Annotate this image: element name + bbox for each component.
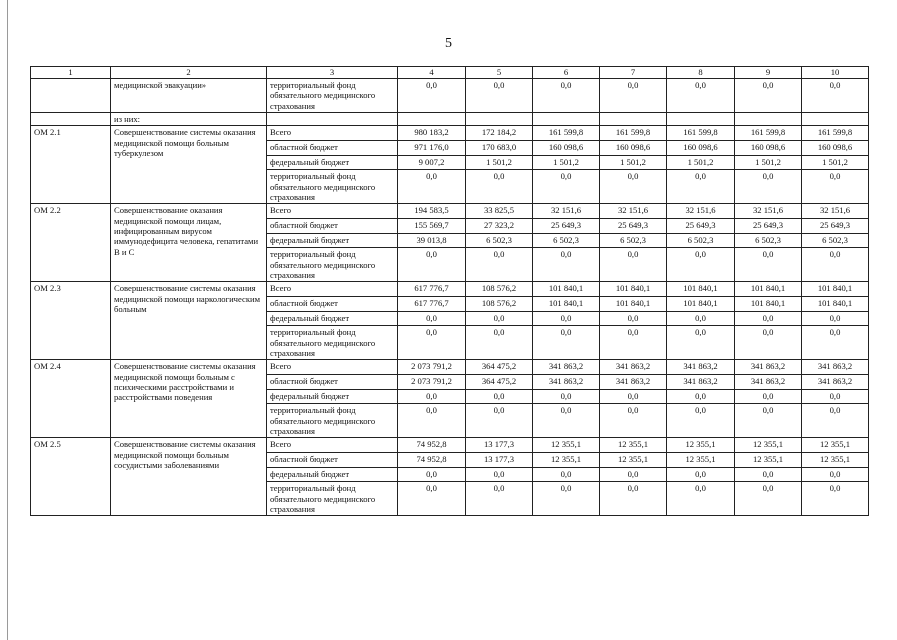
value-cell: 74 952,8	[398, 438, 466, 453]
activity-name-cell: Совершенствование оказания медицинской помощи лицам, инфицированным вирусом иммунодефицита человека, гепатитами В и С	[111, 204, 267, 282]
value-cell: 0,0	[600, 326, 667, 360]
funding-source-cell: федеральный бюджет	[267, 390, 398, 404]
value-cell: 101 840,1	[667, 282, 735, 297]
value-cell: 0,0	[398, 170, 466, 204]
value-cell: 0,0	[398, 404, 466, 438]
column-number: 3	[267, 67, 398, 79]
value-cell	[667, 112, 735, 125]
value-cell: 341 863,2	[533, 360, 600, 375]
value-cell: 101 840,1	[802, 297, 869, 312]
value-cell: 0,0	[533, 312, 600, 326]
value-cell: 194 583,5	[398, 204, 466, 219]
value-cell: 0,0	[533, 326, 600, 360]
value-cell: 0,0	[735, 312, 802, 326]
value-cell: 0,0	[667, 390, 735, 404]
value-cell: 161 599,8	[802, 126, 869, 141]
value-cell: 0,0	[667, 468, 735, 482]
value-cell: 170 683,0	[466, 141, 533, 156]
value-cell: 101 840,1	[533, 297, 600, 312]
value-cell: 161 599,8	[667, 126, 735, 141]
value-cell: 341 863,2	[735, 375, 802, 390]
activity-code-cell	[31, 112, 111, 125]
value-cell: 0,0	[600, 404, 667, 438]
table-row	[31, 112, 869, 125]
value-cell: 0,0	[802, 312, 869, 326]
value-cell: 0,0	[667, 248, 735, 282]
value-cell: 32 151,6	[600, 204, 667, 219]
value-cell: 0,0	[667, 170, 735, 204]
activity-code-cell: ОМ 2.2	[31, 204, 111, 282]
value-cell: 0,0	[533, 390, 600, 404]
value-cell: 364 475,2	[466, 360, 533, 375]
value-cell: 25 649,3	[802, 219, 869, 234]
value-cell: 0,0	[466, 326, 533, 360]
value-cell: 0,0	[398, 468, 466, 482]
table-row	[31, 360, 869, 375]
value-cell: 341 863,2	[667, 360, 735, 375]
value-cell: 39 013,8	[398, 234, 466, 248]
table-row	[31, 438, 869, 453]
activity-code-cell: ОМ 2.1	[31, 126, 111, 204]
value-cell: 172 184,2	[466, 126, 533, 141]
value-cell: 25 649,3	[735, 219, 802, 234]
value-cell: 0,0	[735, 468, 802, 482]
value-cell: 101 840,1	[667, 297, 735, 312]
value-cell: 161 599,8	[533, 126, 600, 141]
value-cell: 0,0	[533, 404, 600, 438]
value-cell: 6 502,3	[466, 234, 533, 248]
value-cell: 0,0	[735, 170, 802, 204]
value-cell: 0,0	[398, 79, 466, 113]
funding-source-cell: федеральный бюджет	[267, 234, 398, 248]
value-cell: 6 502,3	[600, 234, 667, 248]
value-cell: 0,0	[533, 79, 600, 113]
funding-source-cell: областной бюджет	[267, 219, 398, 234]
funding-source-cell: территориальный фонд обязательного медицинского страхования	[267, 326, 398, 360]
value-cell: 9 007,2	[398, 156, 466, 170]
funding-source-cell	[267, 112, 398, 125]
value-cell: 0,0	[533, 170, 600, 204]
value-cell: 0,0	[600, 482, 667, 516]
value-cell: 0,0	[398, 390, 466, 404]
value-cell: 12 355,1	[802, 453, 869, 468]
column-number: 10	[802, 67, 869, 79]
value-cell	[600, 112, 667, 125]
value-cell: 0,0	[466, 468, 533, 482]
funding-source-cell: Всего	[267, 126, 398, 141]
value-cell: 0,0	[735, 248, 802, 282]
value-cell: 6 502,3	[667, 234, 735, 248]
value-cell: 12 355,1	[735, 438, 802, 453]
value-cell: 0,0	[398, 482, 466, 516]
value-cell: 341 863,2	[600, 360, 667, 375]
value-cell: 0,0	[600, 170, 667, 204]
budget-table	[30, 66, 869, 516]
value-cell: 12 355,1	[600, 438, 667, 453]
value-cell: 2 073 791,2	[398, 360, 466, 375]
funding-source-cell: Всего	[267, 282, 398, 297]
value-cell: 341 863,2	[533, 375, 600, 390]
value-cell: 0,0	[533, 248, 600, 282]
activity-name-cell: медицинской эвакуации»	[111, 79, 267, 113]
value-cell: 12 355,1	[600, 453, 667, 468]
column-number: 8	[667, 67, 735, 79]
value-cell: 341 863,2	[802, 360, 869, 375]
value-cell: 0,0	[802, 79, 869, 113]
value-cell: 0,0	[802, 390, 869, 404]
value-cell: 160 098,6	[533, 141, 600, 156]
value-cell	[533, 112, 600, 125]
page-edge-rule	[7, 0, 8, 640]
value-cell	[398, 112, 466, 125]
value-cell: 0,0	[802, 482, 869, 516]
value-cell: 341 863,2	[735, 360, 802, 375]
activity-code-cell	[31, 79, 111, 113]
value-cell: 108 576,2	[466, 297, 533, 312]
activity-code-cell: ОМ 2.4	[31, 360, 111, 438]
value-cell: 1 501,2	[533, 156, 600, 170]
funding-source-cell: федеральный бюджет	[267, 468, 398, 482]
activity-code-cell: ОМ 2.3	[31, 282, 111, 360]
value-cell: 32 151,6	[802, 204, 869, 219]
page-number: 5	[445, 36, 452, 51]
funding-source-cell: Всего	[267, 360, 398, 375]
column-number: 9	[735, 67, 802, 79]
funding-source-cell: территориальный фонд обязательного медицинского страхования	[267, 404, 398, 438]
value-cell: 12 355,1	[533, 438, 600, 453]
value-cell: 1 501,2	[600, 156, 667, 170]
value-cell: 1 501,2	[802, 156, 869, 170]
column-number: 5	[466, 67, 533, 79]
value-cell: 0,0	[398, 326, 466, 360]
value-cell: 12 355,1	[667, 453, 735, 468]
value-cell: 101 840,1	[600, 282, 667, 297]
value-cell: 0,0	[600, 390, 667, 404]
value-cell: 0,0	[735, 482, 802, 516]
funding-source-cell: территориальный фонд обязательного медицинского страхования	[267, 79, 398, 113]
value-cell: 12 355,1	[735, 453, 802, 468]
value-cell: 101 840,1	[735, 282, 802, 297]
table-row	[31, 126, 869, 141]
activity-name-cell: Совершенствование системы оказания медицинской помощи наркологическим больным	[111, 282, 267, 360]
value-cell: 6 502,3	[802, 234, 869, 248]
value-cell: 0,0	[466, 404, 533, 438]
value-cell: 32 151,6	[735, 204, 802, 219]
value-cell: 0,0	[667, 79, 735, 113]
table-body	[31, 79, 869, 516]
activity-name-cell: Совершенствование системы оказания медицинской помощи больным с психическими расстройствами и расстройствами поведения	[111, 360, 267, 438]
value-cell: 25 649,3	[667, 219, 735, 234]
value-cell: 160 098,6	[735, 141, 802, 156]
table-header	[31, 67, 869, 79]
value-cell: 74 952,8	[398, 453, 466, 468]
value-cell: 0,0	[667, 404, 735, 438]
value-cell	[802, 112, 869, 125]
value-cell: 617 776,7	[398, 282, 466, 297]
value-cell: 0,0	[466, 170, 533, 204]
value-cell: 0,0	[466, 390, 533, 404]
value-cell: 0,0	[533, 482, 600, 516]
value-cell: 6 502,3	[735, 234, 802, 248]
column-number: 7	[600, 67, 667, 79]
value-cell: 25 649,3	[600, 219, 667, 234]
funding-source-cell: областной бюджет	[267, 141, 398, 156]
table-row	[31, 282, 869, 297]
activity-name-cell: Совершенствование системы оказания медицинской помощи больным сосудистыми заболеваниями	[111, 438, 267, 516]
value-cell: 980 183,2	[398, 126, 466, 141]
value-cell: 0,0	[466, 248, 533, 282]
funding-source-cell: территориальный фонд обязательного медицинского страхования	[267, 482, 398, 516]
value-cell: 25 649,3	[533, 219, 600, 234]
value-cell: 0,0	[600, 248, 667, 282]
funding-source-cell: областной бюджет	[267, 375, 398, 390]
value-cell: 12 355,1	[667, 438, 735, 453]
value-cell: 12 355,1	[533, 453, 600, 468]
value-cell: 0,0	[600, 312, 667, 326]
among-them-label: из них:	[111, 112, 267, 125]
activity-code-cell: ОМ 2.5	[31, 438, 111, 516]
value-cell: 0,0	[735, 404, 802, 438]
value-cell: 1 501,2	[735, 156, 802, 170]
value-cell: 160 098,6	[802, 141, 869, 156]
value-cell	[735, 112, 802, 125]
value-cell: 0,0	[735, 326, 802, 360]
value-cell: 0,0	[466, 312, 533, 326]
value-cell: 108 576,2	[466, 282, 533, 297]
value-cell: 364 475,2	[466, 375, 533, 390]
value-cell: 0,0	[466, 482, 533, 516]
value-cell: 0,0	[802, 468, 869, 482]
value-cell	[466, 112, 533, 125]
value-cell: 160 098,6	[667, 141, 735, 156]
funding-source-cell: областной бюджет	[267, 297, 398, 312]
value-cell: 0,0	[398, 312, 466, 326]
value-cell: 12 355,1	[802, 438, 869, 453]
funding-source-cell: областной бюджет	[267, 453, 398, 468]
column-number: 2	[111, 67, 267, 79]
value-cell: 0,0	[802, 404, 869, 438]
value-cell: 161 599,8	[600, 126, 667, 141]
value-cell: 0,0	[600, 79, 667, 113]
funding-source-cell: Всего	[267, 204, 398, 219]
value-cell: 1 501,2	[466, 156, 533, 170]
value-cell: 341 863,2	[600, 375, 667, 390]
value-cell: 0,0	[802, 170, 869, 204]
funding-source-cell: территориальный фонд обязательного медицинского страхования	[267, 248, 398, 282]
funding-source-cell: федеральный бюджет	[267, 156, 398, 170]
value-cell: 101 840,1	[600, 297, 667, 312]
column-number: 4	[398, 67, 466, 79]
value-cell: 32 151,6	[667, 204, 735, 219]
value-cell: 0,0	[667, 326, 735, 360]
table-row	[31, 79, 869, 113]
value-cell: 13 177,3	[466, 438, 533, 453]
value-cell: 617 776,7	[398, 297, 466, 312]
value-cell: 341 863,2	[802, 375, 869, 390]
funding-source-cell: Всего	[267, 438, 398, 453]
value-cell: 0,0	[466, 79, 533, 113]
table-row	[31, 204, 869, 219]
value-cell: 32 151,6	[533, 204, 600, 219]
value-cell: 160 098,6	[600, 141, 667, 156]
funding-source-cell: федеральный бюджет	[267, 312, 398, 326]
value-cell: 0,0	[398, 248, 466, 282]
activity-name-cell: Совершенствование системы оказания медицинской помощи больным туберкулезом	[111, 126, 267, 204]
value-cell: 101 840,1	[533, 282, 600, 297]
value-cell: 0,0	[667, 482, 735, 516]
value-cell: 0,0	[735, 79, 802, 113]
value-cell: 341 863,2	[667, 375, 735, 390]
value-cell: 1 501,2	[667, 156, 735, 170]
column-number: 6	[533, 67, 600, 79]
value-cell: 27 323,2	[466, 219, 533, 234]
value-cell: 0,0	[802, 248, 869, 282]
value-cell: 0,0	[802, 326, 869, 360]
value-cell: 0,0	[533, 468, 600, 482]
value-cell: 155 569,7	[398, 219, 466, 234]
column-number: 1	[31, 67, 111, 79]
funding-source-cell: территориальный фонд обязательного медицинского страхования	[267, 170, 398, 204]
value-cell: 6 502,3	[533, 234, 600, 248]
value-cell: 0,0	[667, 312, 735, 326]
value-cell: 33 825,5	[466, 204, 533, 219]
value-cell: 971 176,0	[398, 141, 466, 156]
value-cell: 0,0	[600, 468, 667, 482]
value-cell: 0,0	[735, 390, 802, 404]
value-cell: 13 177,3	[466, 453, 533, 468]
value-cell: 101 840,1	[735, 297, 802, 312]
value-cell: 101 840,1	[802, 282, 869, 297]
value-cell: 2 073 791,2	[398, 375, 466, 390]
value-cell: 161 599,8	[735, 126, 802, 141]
